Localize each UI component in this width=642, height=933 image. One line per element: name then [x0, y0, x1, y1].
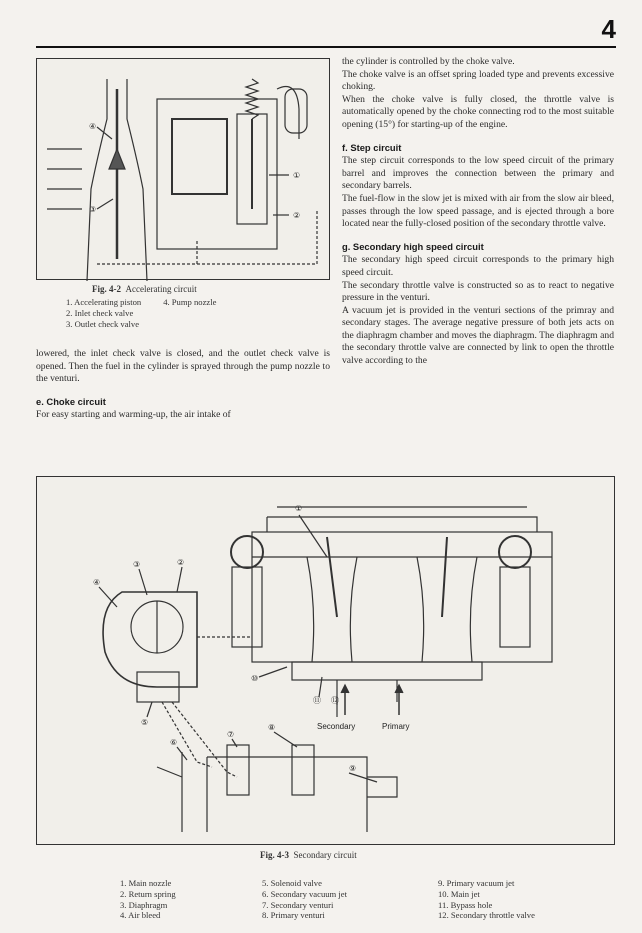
- fig42-legend-item-2: 2. Inlet check valve: [66, 308, 134, 318]
- secondary-paragraph-2: The secondary throttle valve is constructed so as to react to negative pressure in the venturi.: [342, 279, 614, 304]
- left-intro-paragraph: lowered, the inlet check valve is closed, and the outlet check valve is opened. Then the fuel in the cylinder is sprayed through the pump nozzle to the venturi.: [36, 348, 330, 385]
- fig43-callout-4: ④: [93, 578, 101, 587]
- fig43-callout-5: ⑤: [141, 718, 149, 727]
- fig42-caption-title: Accelerating circuit: [125, 284, 197, 294]
- figure-4-3-secondary-circuit: [36, 476, 615, 845]
- fig43-callout-7: ⑦: [227, 730, 235, 739]
- secondary-paragraph-3: A vacuum jet is provided in the venturi sections of the primray and secondary stages. The average negative pressure of both jets acts on the diaphragm chamber and moves the diaphragm. The diaphragm and the secondary throttle valve are connected by link to open the throttle valve according to the: [342, 304, 614, 367]
- fig43-legend-item-8: 8. Primary venturi: [262, 910, 325, 921]
- step-paragraph-1: The step circuit corresponds to the low speed circuit of the primary barrel and improves the connection between the primary and secondary barrels.: [342, 155, 614, 192]
- fig42-callout-4: ④: [89, 122, 97, 131]
- figure-4-2-accelerating-circuit: [36, 58, 330, 280]
- section-e-text: For easy starting and warming-up, the air intake of: [36, 409, 231, 421]
- fig43-callout-1: ①: [295, 504, 303, 513]
- choke-paragraph-1: the cylinder is controlled by the choke valve.: [342, 56, 515, 67]
- fig42-callout-1: ①: [293, 171, 301, 180]
- fig43-caption: [260, 850, 357, 860]
- fig43-callout-6: ⑥: [170, 738, 178, 747]
- fig42-legend: [66, 297, 216, 330]
- fig42-legend-item-3: 3. Outlet check valve: [66, 319, 140, 329]
- fig43-legend-item-2: 2. Return spring: [120, 888, 176, 899]
- choke-paragraph-3: When the choke valve is fully closed, the throttle valve is automatically opened by the choke connecting rod to the most suitable opening (15°) for starting-up of the engine.: [342, 93, 614, 130]
- fig43-legend-item-6: 6. Secondary vacuum jet: [262, 888, 347, 899]
- section-e-heading: e. Choke circuit: [36, 395, 106, 407]
- fig43-callout-9: ⑨: [349, 764, 357, 773]
- header-rule: [36, 46, 616, 48]
- section-f-heading: f. Step circuit: [342, 141, 402, 153]
- fig43-label-primary: Primary: [382, 722, 410, 731]
- fig43-legend-item-5: 5. Solenoid valve: [262, 878, 322, 888]
- choke-paragraph-2: The choke valve is an offset spring loaded type and prevents excessive choking.: [342, 68, 614, 93]
- step-paragraph-2: The fuel-flow in the slow jet is mixed with air from the slow air bleed, passes through the low speed passage, and is ejected through a bore located near the fully-closed position of the secondary throttle valve.: [342, 192, 614, 230]
- fig43-caption-title: Secondary circuit: [293, 850, 357, 860]
- fig43-label-secondary: Secondary: [317, 722, 356, 731]
- fig43-legend-item-1: 1. Main nozzle: [120, 878, 172, 888]
- fig43-legend-column-2: [262, 878, 347, 921]
- fig42-caption: [92, 284, 197, 294]
- fig43-legend-item-12: 12. Secondary throttle valve: [438, 910, 535, 921]
- fig43-callout-11: ⑪: [313, 696, 321, 705]
- fig43-legend-item-9: 9. Primary vacuum jet: [438, 878, 515, 888]
- section-g-heading: g. Secondary high speed circuit: [342, 240, 484, 252]
- fig43-legend-column-1: [120, 878, 176, 921]
- fig42-legend-item-1: 1. Accelerating piston: [66, 297, 142, 307]
- page-number: 4: [601, 14, 616, 44]
- fig42-callout-3: ③: [89, 205, 97, 214]
- fig42-legend-item-4: 4. Pump nozzle: [163, 297, 217, 307]
- fig43-legend-item-11: 11. Bypass hole: [438, 899, 493, 910]
- fig43-legend-item-4: 4. Air bleed: [120, 910, 161, 921]
- fig43-legend-item-7: 7. Secondary venturi: [262, 899, 334, 910]
- fig43-legend-item-10: 10. Main jet: [438, 888, 480, 899]
- right-column: [342, 56, 614, 368]
- accelerating-circuit-diagram: [37, 59, 331, 281]
- secondary-circuit-diagram: [37, 477, 616, 846]
- fig43-callout-10: ⑩: [251, 674, 259, 683]
- fig43-callout-8: ⑧: [268, 723, 276, 732]
- fig43-callout-2: ②: [177, 558, 185, 567]
- fig43-legend-item-3: 3. Diaphragm: [120, 899, 168, 910]
- fig42-callout-2: ②: [293, 211, 301, 220]
- fig43-callout-3: ③: [133, 560, 141, 569]
- fig43-legend-column-3: [438, 878, 535, 921]
- left-column: [36, 348, 330, 422]
- secondary-paragraph-1: The secondary high speed circuit corresponds to the primary high speed circuit.: [342, 254, 614, 278]
- fig43-caption-label: Fig. 4-3: [260, 850, 289, 860]
- fig43-callout-12: ⑫: [331, 696, 339, 705]
- fig42-caption-label: Fig. 4-2: [92, 284, 121, 294]
